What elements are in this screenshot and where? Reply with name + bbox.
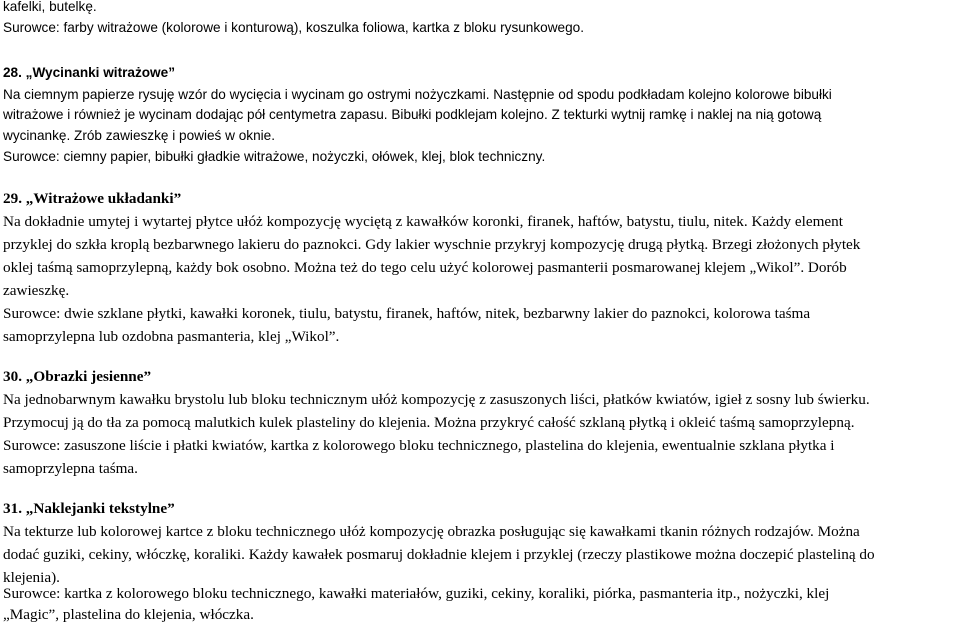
- text-line: Surowce: kartka z kolorowego bloku technicznego, kawałki materiałów, guziki, cekiny, koraliki, piórka, pasmanteria itp., nożyczki, klej: [3, 585, 830, 602]
- text-line: Na tekturze lub kolorowej kartce z bloku technicznego ułóż kompozycję obrazka posługując się kawałkami tkanin różnych rodzajów. Można: [3, 523, 860, 540]
- text-line: oklej taśmą samoprzylepną, każdy bok osobno. Można też do tego celu użyć kolorowej pasmanterii posmarowanej klejem „Wikol”. Dorób: [3, 259, 847, 276]
- text-line: klejenia).: [3, 569, 60, 586]
- section-heading: 28. „Wycinanki witrażowe”: [3, 65, 175, 80]
- text-line: samoprzylepna taśma.: [3, 460, 138, 477]
- text-line: Na ciemnym papierze rysuję wzór do wycięcia i wycinam go ostrymi nożyczkami. Następnie od spodu podkładam kolejno kolorowe bibułki: [3, 87, 832, 102]
- text-line: przyklej do szkła kroplą bezbarwnego lakieru do paznokci. Gdy lakier wyschnie przykryj kompozycję drugą płytką. Brzegi złożonych płytek: [3, 236, 861, 253]
- text-line: kafelki, butelkę.: [3, 0, 97, 14]
- section-heading: 29. „Witrażowe układanki”: [3, 190, 182, 207]
- text-line: Przymocuj ją do tła za pomocą malutkich kulek plasteliny do klejenia. Można przykryć całość szklaną płytką i okleić taśmą samoprzylepną.: [3, 414, 855, 431]
- text-line: samoprzylepna lub ozdobna pasmanteria, klej „Wikol”.: [3, 328, 340, 345]
- text-line: Na dokładnie umytej i wytartej płytce ułóż kompozycję wyciętą z kawałków koronki, firanek, haftów, batystu, tiulu, nitek. Każdy element: [3, 213, 843, 230]
- text-line: Surowce: ciemny papier, bibułki gładkie witrażowe, nożyczki, ołówek, klej, blok techniczny.: [3, 149, 546, 164]
- section-heading: 30. „Obrazki jesienne”: [3, 368, 152, 385]
- text-line: Na jednobarwnym kawałku brystolu lub bloku technicznym ułóż kompozycję z zasuszonych liści, płatków kwiatów, igieł z sosny lub świerku.: [3, 391, 870, 408]
- text-line: witrażowe i również je wycinam dodając pół centymetra zapasu. Bibułki podklejam kolejno. Z tekturki wytnij ramkę i naklej na nią gotową: [3, 107, 822, 122]
- text-line: „Magic”, plastelina do klejenia, włóczka.: [3, 606, 254, 623]
- text-line: Surowce: dwie szklane płytki, kawałki koronek, tiulu, batystu, firanek, haftów, nitek, bezbarwny lakier do paznokci, kolorowa taśma: [3, 305, 811, 322]
- text-line: zawieszkę.: [3, 282, 70, 299]
- section-heading: 31. „Naklejanki tekstylne”: [3, 500, 175, 517]
- text-line: dodać guziki, cekiny, włóczkę, koraliki. Każdy kawałek posmaruj dokładnie klejem i przyklej (rzeczy plastikowe można doczepić plasteliną do: [3, 546, 875, 563]
- text-line: Surowce: farby witrażowe (kolorowe i konturową), koszulka foliowa, kartka z bloku rysunkowego.: [3, 20, 585, 35]
- text-line: Surowce: zasuszone liście i płatki kwiatów, kartka z kolorowego bloku technicznego, plastelina do klejenia, ewentualnie szklana płytka i: [3, 437, 835, 454]
- text-line: wycinankę. Zrób zawieszkę i powieś w oknie.: [3, 128, 275, 143]
